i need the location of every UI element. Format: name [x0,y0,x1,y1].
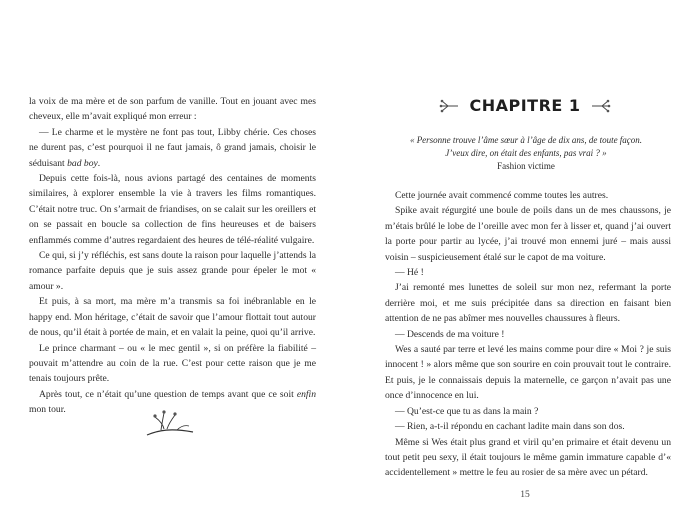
paragraph: — Descends de ma voiture ! [395,328,505,340]
paragraph-text: — Le charme et le mystère ne font pas tout, Libby chérie. Ces choses ne durent pas, c’est pourquoi il ne faut jamais, ô grand jamais, choisir le séduisant [29,126,316,169]
italic-word: enfin [296,388,317,400]
left-sprig-icon [439,98,459,114]
paragraph: Spike avait régurgité une boule de poils dans un de mes chaussons, je m’étais brûlé le lobe de l’oreille avec mon fer à lisser et, quand j’ai ouvert la porte pour partir au lycée, j’ai trouvé mon ennemi juré – mais aussi voisin – suspicieusement étalé sur le capot de ma voiture. [385,205,671,263]
paragraph: Ce qui, si j’y réfléchis, est sans doute la raison pour laquelle j’attends la romance parfaite depuis que je suis assez grande pour épeler le mot « amour ». [29,250,316,292]
paragraph: — Hé ! [395,267,424,279]
paragraph: Même si Wes était plus grand et viril qu’en primaire et était devenu un tout petit peu sexy, il était toujours le même gamin immature capable d’« accidentellement » mettre le feu au rosier de sa mère avec un pétard. [385,436,671,479]
epigraph-source: Fashion victime [497,161,555,171]
paragraph: Wes a sauté par terre et levé les mains comme pour dire « Moi ? je suis innocent ! » alors même que son sourire en coin prouvait tout le contraire. Et puis, je le connaissais depuis la maternelle, ce garçon n’avait pas une once d’innocence en lui. [385,344,671,402]
paragraph: — Le charme et le mystère ne font pas tout, Libby chérie. Ces choses ne durent pas, c’est pourquoi il ne faut jamais, ô grand jamais, choisir le séduisant bad boy. [29,126,316,169]
chapter-heading [350,96,700,122]
paragraph: — Qu’est-ce que tu as dans la main ? [395,405,539,417]
epigraph-line: J’veux dire, on était des enfants, pas vrai ? » [445,148,607,158]
paragraph: Et puis, à sa mort, ma mère m’a transmis sa foi inébranlable en le happy end. Mon héritage, c’était de savoir que l’amour flottait tout autour de nous, qu’il était à portée de main, et en valait la peine, quoi qu’il arrive. [29,296,316,339]
right-sprig-icon [591,98,611,114]
right-page [350,0,700,526]
epigraph-line: « Personne trouve l’âme sœur à l’âge de dix ans, de toute façon. [409,135,643,145]
floral-sprig-ornament [141,408,199,438]
paragraph: J’ai remonté mes lunettes de soleil sur mon nez, refermant la porte derrière moi, et me suis précipitée dans sa direction en faisant bien attention de ne pas abîmer mes nouvelles chaussures à fleurs. [385,282,671,325]
chapter-title: CHAPITRE 1 [469,96,581,115]
paragraph-text: Après tout, ce n’était qu’une question de temps avant que ce soit [39,388,294,400]
paragraph: la voix de ma mère et de son parfum de vanille. Tout en jouant avec mes cheveux, elle m’avait expliqué mon erreur : [29,96,316,123]
paragraph: — Rien, a-t-il répondu en cachant ladite main dans son dos. [395,421,625,433]
left-page-text [29,94,316,418]
epigraph [380,134,672,173]
paragraph: Depuis cette fois-là, nous avions partagé des centaines de moments similaires, à explorer ensemble la vie à travers les films romantiques. C’était notre truc. On s’armait de friandises, on se calait sur les oreillers et on se passait en boucle sa collection de fins heureuses et de baisers enflammés comme d’autres regardaient des heures de télé-réalité vulgaire. [29,173,316,246]
paragraph-tail: mon tour. [29,404,66,416]
italic-phrase: bad boy [67,157,98,169]
paragraph: Cette journée avait commencé comme toutes les autres. [395,190,609,201]
page-number: 15 [520,490,530,500]
right-page-text [385,188,671,481]
paragraph: Le prince charmant – ou « le mec gentil », si on préfère la fiabilité – pouvait m’attendre au coin de la rue. C’est pour cette raison que je me tenais toujours prête. [29,342,316,385]
